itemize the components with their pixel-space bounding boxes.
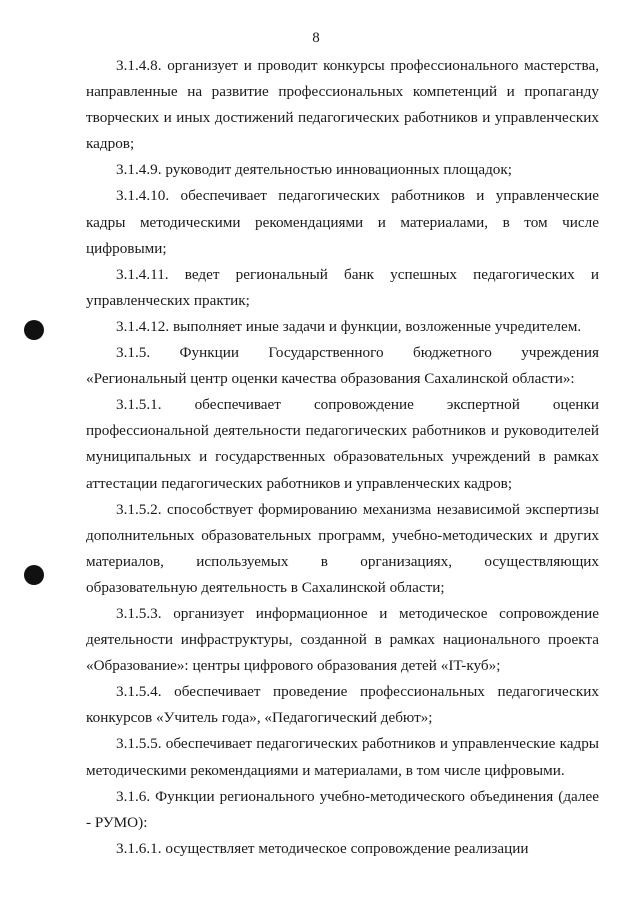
- page-number: 8: [312, 30, 320, 46]
- paragraph-3-1-4-11: 3.1.4.11. ведет региональный банк успешных педагогических и управленческих практик;: [86, 265, 599, 309]
- paragraph-3-1-4-10: 3.1.4.10. обеспечивает педагогических работников и управленческие кадры методическими рекомендациями и материалами, в том числе цифровыми;: [86, 187, 599, 257]
- paragraph-3-1-5-2: 3.1.5.2. способствует формированию механизма независимой экспертизы дополнительных образовательных программ, учебно-методических и других материалов, используемых в организациях, осуществляющих образовательную деятельность в Сахалинской области;: [86, 500, 599, 596]
- paragraph-3-1-4-9: 3.1.4.9. руководит деятельностью инновационных площадок;: [116, 161, 512, 179]
- paragraph-3-1-5-1: 3.1.5.1. обеспечивает сопровождение экспертной оценки профессиональной деятельности педагогических работников и руководителей муниципальных и государственных образовательных учреждений в рамках аттестации педагогических работников и управленческих кадров;: [86, 396, 599, 492]
- paragraph-3-1-5-4: 3.1.5.4. обеспечивает проведение профессиональных педагогических конкурсов «Учитель года», «Педагогический дебют»;: [86, 683, 599, 727]
- punch-hole-mark: [24, 565, 44, 585]
- paragraph-3-1-6-1: 3.1.6.1. осуществляет методическое сопровождение реализации: [116, 839, 529, 857]
- paragraph-3-1-4-12: 3.1.4.12. выполняет иные задачи и функции, возложенные учредителем.: [116, 317, 582, 335]
- punch-hole-mark: [24, 320, 44, 340]
- paragraph-3-1-5-5: 3.1.5.5. обеспечивает педагогических работников и управленческие кадры методическими рекомендациями и материалами, в том числе цифровыми.: [86, 735, 599, 779]
- paragraph-3-1-4-8: 3.1.4.8. организует и проводит конкурсы профессионального мастерства, направленные на развитие профессиональных компетенций и пропаганду творческих и иных достижений педагогических работников и управленческих кадров;: [86, 57, 599, 153]
- paragraph-3-1-6: 3.1.6. Функции регионального учебно-методического объединения (далее - РУМО):: [86, 787, 599, 831]
- paragraph-3-1-5-3: 3.1.5.3. организует информационное и методическое сопровождение деятельности инфраструктуры, созданной в рамках национального проекта «Образование»: центры цифрового образования детей «IT-куб»;: [86, 604, 599, 675]
- document-body: [86, 53, 599, 862]
- paragraph-3-1-5: 3.1.5. Функции Государственного бюджетного учреждения «Региональный центр оценки качества образования Сахалинской области»:: [86, 344, 599, 388]
